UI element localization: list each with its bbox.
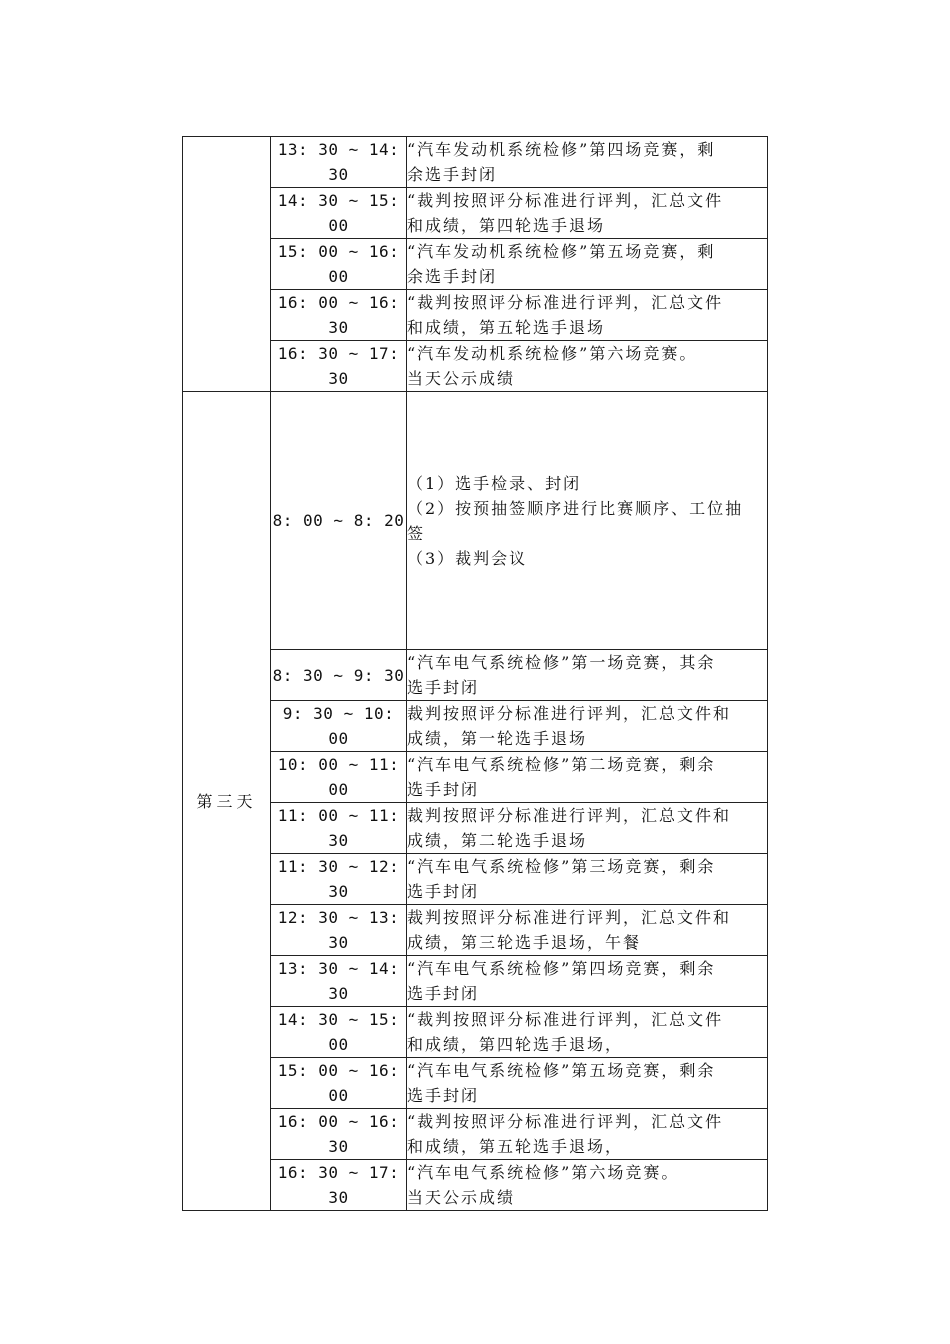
table-row	[183, 650, 768, 701]
time-cell: 9: 30 ~ 10: 00	[271, 701, 407, 752]
table-row	[183, 1007, 768, 1058]
activity-line: 和成绩，第五轮选手退场	[407, 318, 606, 337]
activity-line: 当天公示成绩	[407, 1188, 516, 1207]
activity-line: （3）裁判会议	[407, 548, 528, 568]
activity-line: 裁判按照评分标准进行评判，汇总文件和	[407, 806, 732, 825]
activity-cell	[407, 1160, 768, 1211]
time-cell: 8: 00 ~ 8: 20	[271, 392, 407, 650]
time-cell: 16: 00 ~ 16: 30	[271, 290, 407, 341]
time-cell: 14: 30 ~ 15: 00	[271, 188, 407, 239]
activity-cell	[407, 956, 768, 1007]
activity-line: “裁判按照评分标准进行评判，汇总文件	[407, 1112, 724, 1131]
activity-line: “裁判按照评分标准进行评判，汇总文件	[407, 1010, 724, 1029]
table-row	[183, 1058, 768, 1109]
table-row	[183, 1109, 768, 1160]
time-cell: 13: 30 ~ 14: 30	[271, 137, 407, 188]
table-row	[183, 956, 768, 1007]
time-cell: 14: 30 ~ 15: 00	[271, 1007, 407, 1058]
activity-cell	[407, 1058, 768, 1109]
activity-line: 余选手封闭	[407, 165, 498, 184]
activity-line: 签	[407, 523, 426, 543]
activity-cell	[407, 701, 768, 752]
activity-line: “汽车电气系统检修”第四场竞赛，剩余	[407, 959, 716, 978]
activity-cell	[407, 188, 768, 239]
activity-cell	[407, 905, 768, 956]
activity-line: 余选手封闭	[407, 267, 498, 286]
activity-line: 选手封闭	[407, 1086, 480, 1105]
activity-line: 成绩，第三轮选手退场，午餐	[407, 933, 642, 952]
schedule-table	[182, 136, 768, 1211]
table-row	[183, 188, 768, 239]
activity-cell	[407, 803, 768, 854]
activity-line: 和成绩，第五轮选手退场，	[407, 1137, 624, 1156]
activity-line: 和成绩，第四轮选手退场，	[407, 1035, 624, 1054]
table-row	[183, 803, 768, 854]
activity-line: 成绩，第二轮选手退场	[407, 831, 588, 850]
table-row	[183, 137, 768, 188]
activity-line: “汽车电气系统检修”第五场竞赛，剩余	[407, 1061, 716, 1080]
activity-cell	[407, 137, 768, 188]
activity-cell	[407, 854, 768, 905]
time-cell: 10: 00 ~ 11: 00	[271, 752, 407, 803]
time-cell: 11: 30 ~ 12: 30	[271, 854, 407, 905]
activity-line: “汽车电气系统检修”第三场竞赛，剩余	[407, 857, 716, 876]
time-cell: 13: 30 ~ 14: 30	[271, 956, 407, 1007]
activity-line: 裁判按照评分标准进行评判，汇总文件和	[407, 908, 732, 927]
activity-cell	[407, 752, 768, 803]
time-cell: 15: 00 ~ 16: 00	[271, 1058, 407, 1109]
activity-cell	[407, 239, 768, 290]
activity-line: 和成绩，第四轮选手退场	[407, 216, 606, 235]
day-cell	[183, 392, 271, 1211]
activity-line: 选手封闭	[407, 984, 480, 1003]
activity-line: （1）选手检录、封闭	[407, 473, 582, 493]
activity-line: “汽车发动机系统检修”第六场竞赛。	[407, 344, 698, 363]
time-cell: 16: 30 ~ 17: 30	[271, 341, 407, 392]
activity-cell	[407, 392, 768, 650]
activity-line: 选手封闭	[407, 678, 480, 697]
table-row	[183, 752, 768, 803]
activity-line: “汽车电气系统检修”第六场竞赛。	[407, 1163, 680, 1182]
table-row	[183, 341, 768, 392]
activity-cell	[407, 1109, 768, 1160]
activity-line: “汽车电气系统检修”第二场竞赛，剩余	[407, 755, 716, 774]
activity-line: 裁判按照评分标准进行评判，汇总文件和	[407, 704, 732, 723]
table-row	[183, 701, 768, 752]
time-cell: 16: 30 ~ 17: 30	[271, 1160, 407, 1211]
time-cell: 11: 00 ~ 11: 30	[271, 803, 407, 854]
time-cell: 15: 00 ~ 16: 00	[271, 239, 407, 290]
activity-line: 当天公示成绩	[407, 369, 516, 388]
activity-line: 成绩，第一轮选手退场	[407, 729, 588, 748]
activity-line: （2）按预抽签顺序进行比赛顺序、工位抽	[407, 498, 744, 518]
activity-line: 选手封闭	[407, 780, 480, 799]
table-row	[183, 905, 768, 956]
time-cell: 8: 30 ~ 9: 30	[271, 650, 407, 701]
time-cell: 16: 00 ~ 16: 30	[271, 1109, 407, 1160]
activity-line: “汽车发动机系统检修”第五场竞赛，剩	[407, 242, 716, 261]
activity-line: “汽车发动机系统检修”第四场竞赛，剩	[407, 140, 716, 159]
activity-cell	[407, 290, 768, 341]
table-row	[183, 290, 768, 341]
day-cell-continued	[183, 137, 271, 392]
activity-line: 选手封闭	[407, 882, 480, 901]
activity-cell	[407, 1007, 768, 1058]
activity-cell	[407, 341, 768, 392]
day-label: 第三天	[196, 791, 257, 811]
table-row	[183, 392, 768, 650]
activity-line: “裁判按照评分标准进行评判，汇总文件	[407, 191, 724, 210]
table-row	[183, 854, 768, 905]
table-row	[183, 1160, 768, 1211]
table-row	[183, 239, 768, 290]
activity-line: “汽车电气系统检修”第一场竞赛，其余	[407, 653, 716, 672]
time-cell: 12: 30 ~ 13: 30	[271, 905, 407, 956]
activity-line: “裁判按照评分标准进行评判，汇总文件	[407, 293, 724, 312]
activity-cell	[407, 650, 768, 701]
